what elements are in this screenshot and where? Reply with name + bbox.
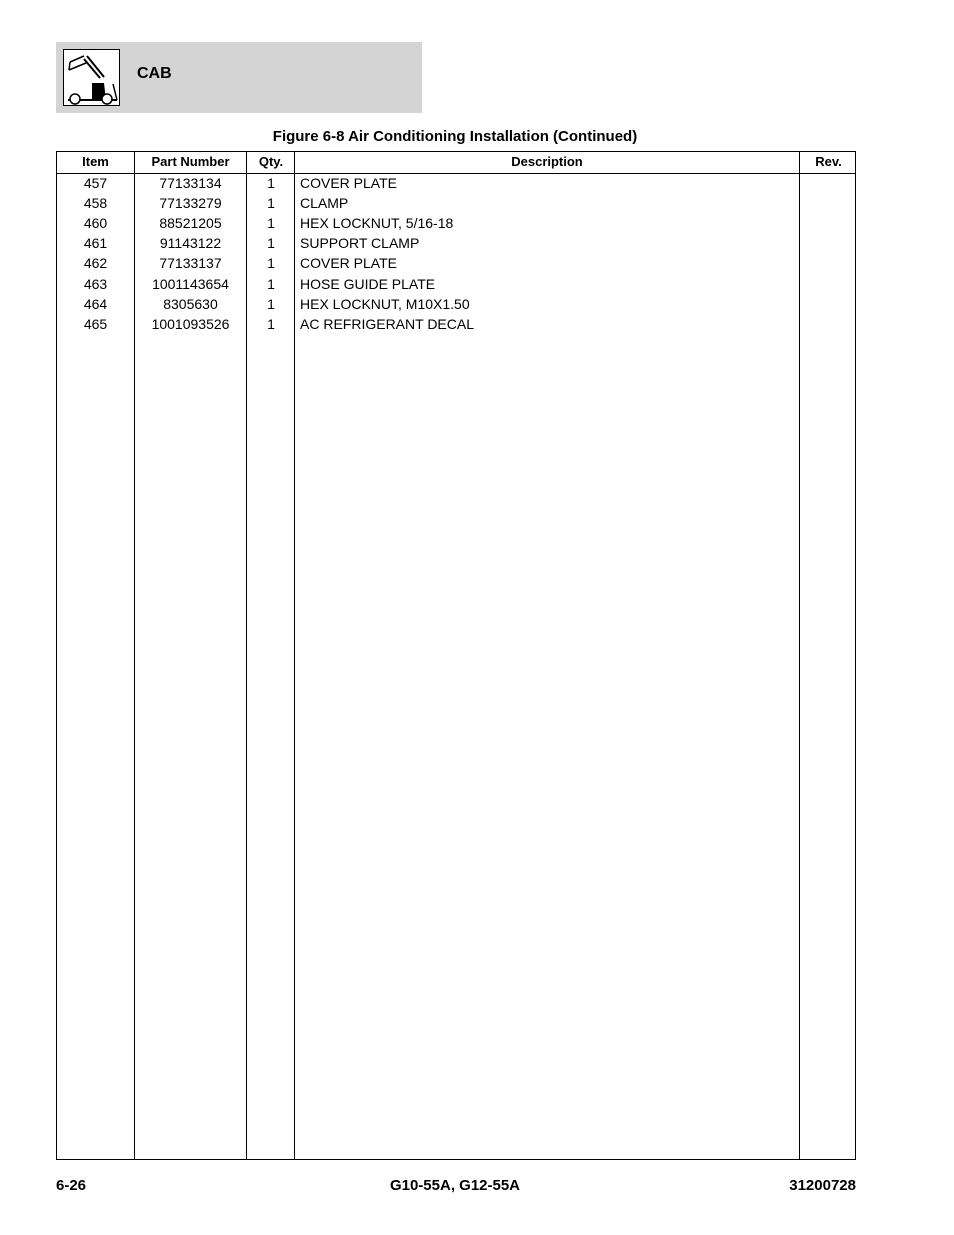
quantity: 1: [267, 255, 275, 271]
description: HEX LOCKNUT, 5/16-18: [300, 215, 454, 231]
table-row: [57, 213, 855, 233]
item-number: 462: [83, 255, 108, 271]
quantity: 1: [267, 175, 275, 191]
figure-caption: Figure 6-8 Air Conditioning Installation (Continued): [272, 128, 638, 145]
part-number: 88521205: [159, 215, 222, 231]
model-numbers: G10-55A, G12-55A: [389, 1177, 521, 1194]
table-row: [57, 253, 855, 273]
item-number: 464: [83, 296, 108, 312]
description: HOSE GUIDE PLATE: [300, 276, 436, 292]
parts-table: [56, 151, 856, 1160]
section-title: CAB: [137, 65, 172, 82]
quantity: 1: [267, 276, 275, 292]
description: COVER PLATE: [300, 175, 397, 191]
column-header-rev: Rev.: [815, 154, 842, 169]
quantity: 1: [267, 195, 275, 211]
table-row: [57, 314, 855, 334]
item-number: 458: [83, 195, 108, 211]
table-row: [57, 233, 855, 253]
quantity: 1: [267, 235, 275, 251]
item-number: 457: [83, 175, 108, 191]
table-row: [57, 173, 855, 193]
part-number: 91143122: [159, 235, 222, 251]
description: COVER PLATE: [300, 255, 397, 271]
description: SUPPORT CLAMP: [300, 235, 420, 251]
column-header-description: Description: [511, 154, 583, 169]
quantity: 1: [267, 316, 275, 332]
item-number: 461: [83, 235, 108, 251]
item-number: 460: [83, 215, 108, 231]
description: AC REFRIGERANT DECAL: [300, 316, 474, 332]
column-header-item: Item: [82, 154, 109, 169]
table-row: [57, 274, 855, 294]
description: CLAMP: [300, 195, 349, 211]
part-number: 77133137: [159, 255, 222, 271]
item-number: 463: [83, 276, 108, 292]
table-row: [57, 193, 855, 213]
column-header-qty: Qty.: [258, 154, 284, 169]
column-header-part-number: Part Number: [151, 154, 230, 169]
part-number: 1001143654: [152, 276, 229, 292]
quantity: 1: [267, 296, 275, 312]
part-number: 8305630: [163, 296, 218, 312]
part-number: 1001093526: [151, 316, 230, 332]
part-number: 77133134: [159, 175, 222, 191]
page-number: 6-26: [56, 1177, 87, 1194]
table-row: [57, 294, 855, 314]
item-number: 465: [83, 316, 108, 332]
description: HEX LOCKNUT, M10X1.50: [300, 296, 470, 312]
aerial-work-platform-icon: [63, 49, 120, 106]
document-number: 31200728: [789, 1177, 856, 1194]
part-number: 77133279: [159, 195, 222, 211]
quantity: 1: [267, 215, 275, 231]
